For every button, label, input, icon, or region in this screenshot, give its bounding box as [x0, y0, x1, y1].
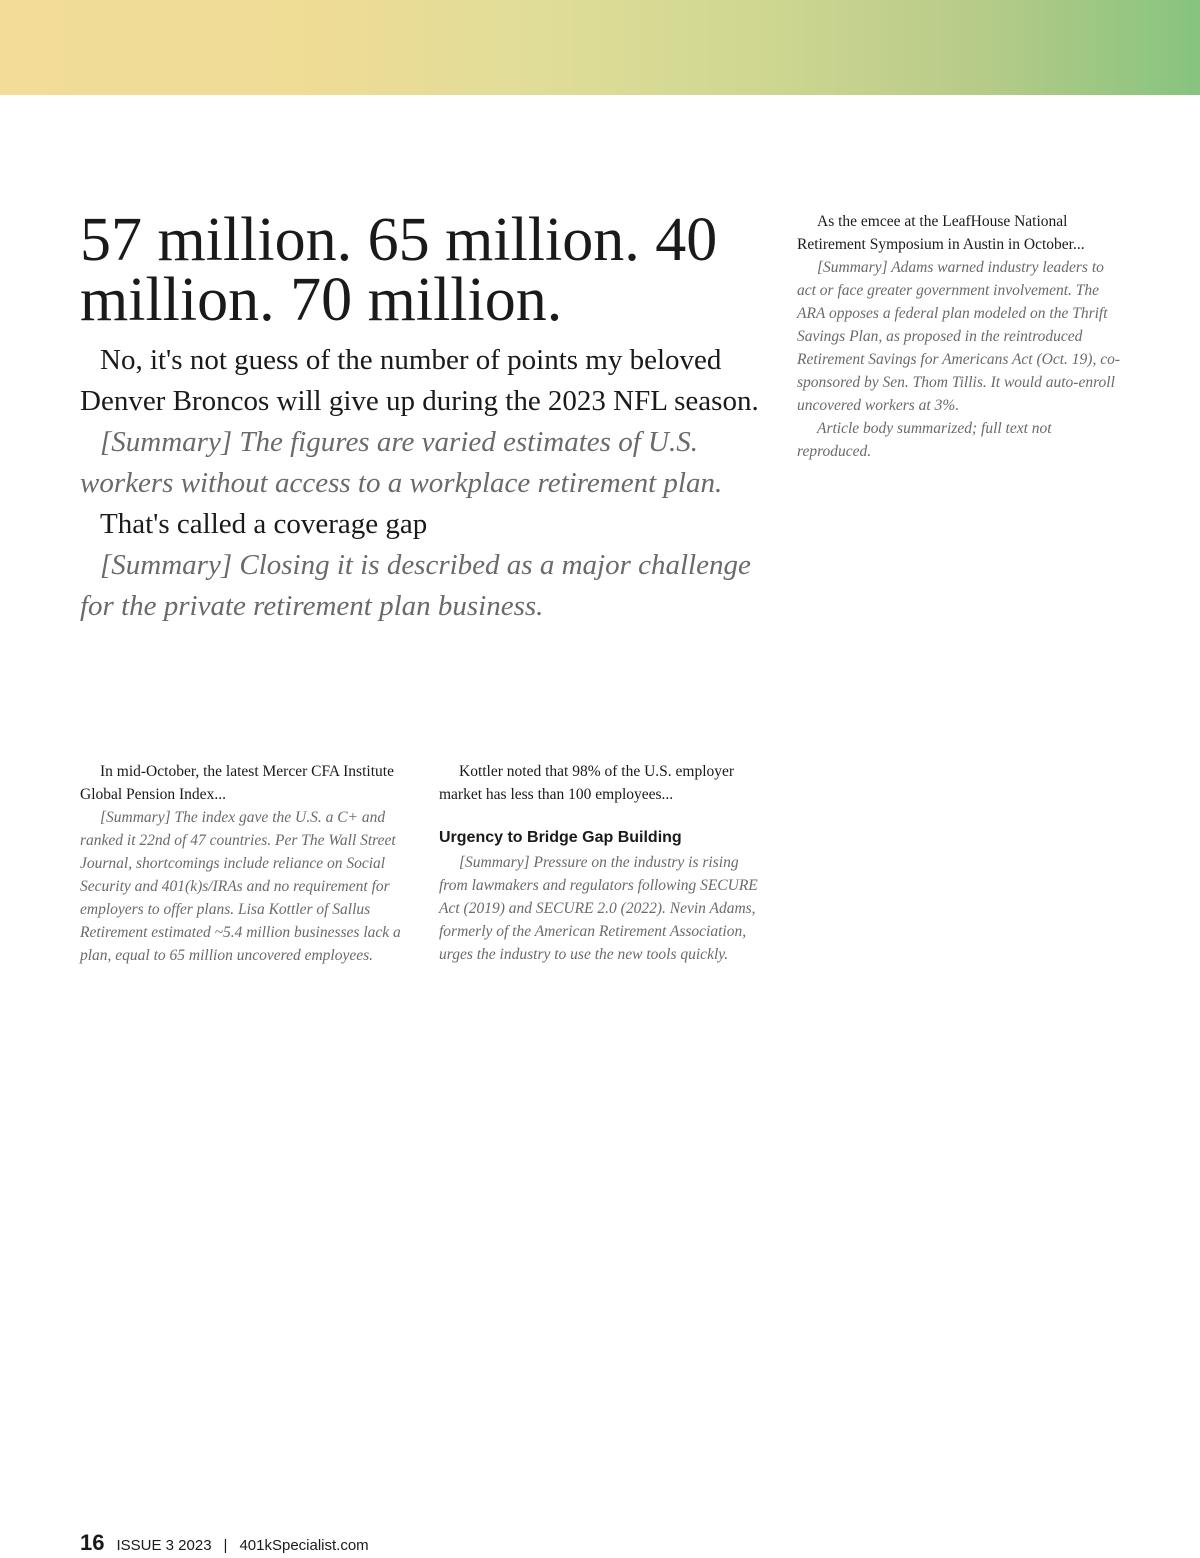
lede — [80, 340, 770, 627]
lede-summary-2: [Summary] Closing it is described as a major challenge for the private retirement plan business. — [80, 549, 751, 622]
body-column-1 — [80, 760, 402, 967]
site-link[interactable]: 401kSpecialist.com — [239, 1537, 369, 1554]
column-1-summary: [Summary] The index gave the U.S. a C+ and ranked it 22nd of 47 countries. Per The Wall Street Journal, shortcomings include reliance on Social Security and 401(k)s/IRAs and no requirement for employers to offer plans. Lisa Kottler of Sallus Retirement estimated ~5.4 million businesses lack a plan, equal to 65 million uncovered employees. — [80, 809, 401, 964]
body-column-2 — [439, 760, 761, 966]
page-number: 16 — [80, 1530, 105, 1555]
column-3-summary: [Summary] Adams warned industry leaders to act or face greater government involvement. The ARA opposes a federal plan modeled on the Thrift Savings Plan, as proposed in the reintroduced Retirement Savings for Americans Act (Oct. 19), co-sponsored by Sen. Thom Tillis. It would auto-enroll uncovered workers at 3%. — [797, 259, 1120, 414]
column-1-excerpt: In mid-October, the latest Mercer CFA Institute Global Pension Index... — [80, 763, 394, 803]
headline: 57 million. 65 million. 40 million. 70 million. — [80, 206, 718, 334]
summary-note: Article body summarized; full text not reproduced. — [797, 420, 1052, 460]
lede-summary-1: [Summary] The figures are varied estimates of U.S. workers without access to a workplace retirement plan. — [80, 426, 723, 499]
lede-excerpt-2: That's called a coverage gap — [100, 508, 428, 540]
page-footer — [80, 1530, 369, 1556]
column-2-summary: [Summary] Pressure on the industry is rising from lawmakers and regulators following SECURE Act (2019) and SECURE 2.0 (2022). Nevin Adams, formerly of the American Retirement Association, urges the industry to use the new tools quickly. — [439, 854, 758, 963]
footer-separator: | — [223, 1537, 228, 1554]
body-column-3 — [797, 210, 1122, 463]
column-2-excerpt: Kottler noted that 98% of the U.S. employer market has less than 100 employees... — [439, 763, 735, 803]
column-3-excerpt: As the emcee at the LeafHouse National Retirement Symposium in Austin in October... — [797, 213, 1085, 253]
lede-excerpt-1: No, it's not guess of the number of points my beloved Denver Broncos will give up during the 2023 NFL season. — [80, 344, 759, 417]
section-subhead: Urgency to Bridge Gap Building — [439, 829, 682, 846]
header-gradient-banner — [0, 0, 1200, 95]
issue-label: ISSUE 3 2023 — [116, 1537, 212, 1554]
